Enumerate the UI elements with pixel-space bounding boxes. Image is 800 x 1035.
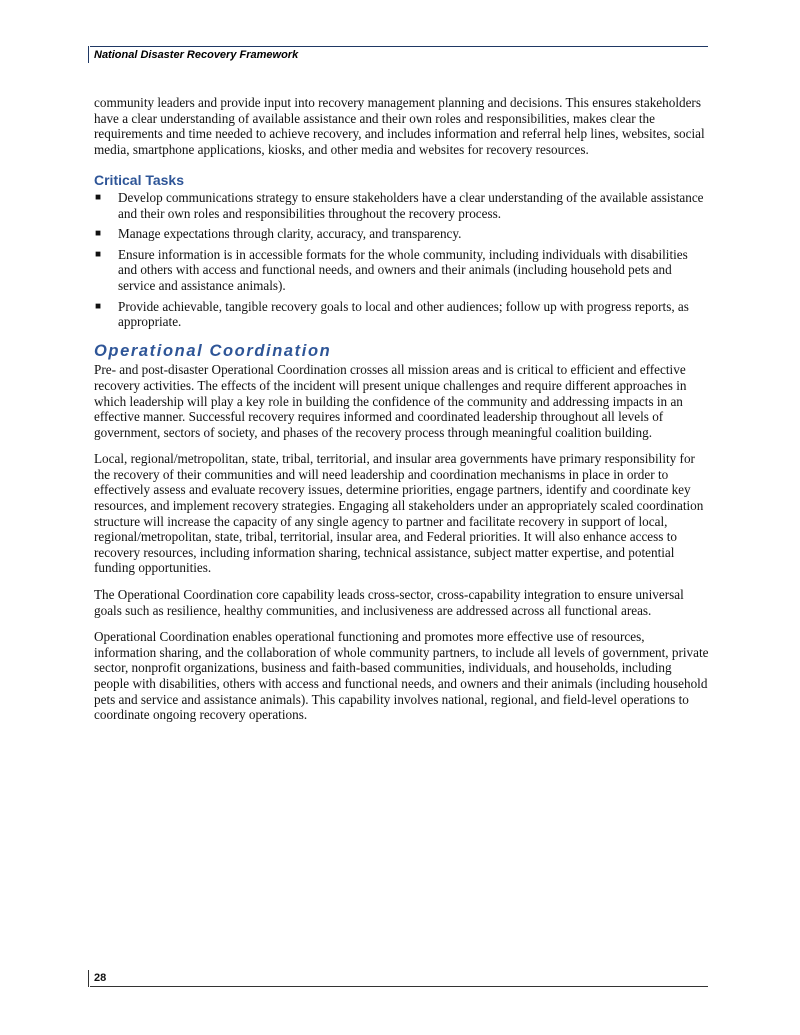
page-number: 28	[94, 972, 107, 984]
body-paragraph: Operational Coordination enables operational functioning and promotes more effective use of resources, information sharing, and the collaboration of whole community partners, to include all levels of government, private sector, nonprofit organizations, business and faith-based communities, individuals, and households, including people with disabilities, others with access and functional needs, and owners and their animals (including household pets and service and assistance animals). This capability involves national, regional, and field-level operations to coordinate ongoing recovery operations.	[94, 629, 709, 723]
list-item-text: Develop communications strategy to ensure stakeholders have a clear understanding of the available assistance and their own roles and responsibilities throughout the recovery process.	[118, 189, 704, 221]
header-tick	[88, 46, 89, 63]
square-bullet-icon: ■	[95, 248, 102, 260]
square-bullet-icon: ■	[95, 300, 102, 312]
intro-paragraph: community leaders and provide input into recovery management planning and decisions. This ensures stakeholders have a clear understanding of available assistance and their own roles and responsibilities, makes clear the requirements and time needed to achieve recovery, and includes information and referral help lines, websites, social media, smartphone applications, kiosks, and other media and websites for recovery resources.	[94, 95, 705, 157]
operational-coordination-heading: Operational Coordination	[94, 341, 332, 360]
footer-tick	[88, 970, 89, 987]
list-item-text: Manage expectations through clarity, accuracy, and transparency.	[118, 226, 462, 242]
list-item-text: Ensure information is in accessible formats for the whole community, including individuals with disabilities and others with access and functional needs, and owners and their animals (including household pets and service and assistance animals).	[118, 246, 688, 293]
list-item	[94, 247, 709, 294]
body-paragraph: Pre- and post-disaster Operational Coordination crosses all mission areas and is critical to efficient and effective recovery activities. The effects of the incident will present unique challenges and require different approaches in which leadership will play a key role in building the confidence of the community and addressing impacts in an effective manner. Successful recovery requires informed and coordinated leadership throughout all levels of government, sectors of society, and phases of the recovery process through meaningful coalition building.	[94, 362, 687, 440]
critical-tasks-list	[94, 190, 709, 330]
footer-rule	[90, 986, 708, 987]
list-item-text: Provide achievable, tangible recovery goals to local and other audiences; follow up with progress reports, as appropriate.	[118, 298, 689, 330]
critical-tasks-heading: Critical Tasks	[94, 172, 185, 189]
body-paragraph: Local, regional/metropolitan, state, tribal, territorial, and insular area governments have primary responsibility for the recovery of their communities and will need leadership and coordination mechanisms in place in order to effectively assess and evaluate recovery issues, determine priorities, engage partners, identify and coordinate key resources, and implement recovery strategies. Engaging all stakeholders under an appropriately scaled coordination structure will increase the capacity of any single agency to partner and facilitate recovery in support of local, regional/metropolitan, state, tribal, territorial, insular area, and Federal priorities. It will also enhance access to recovery resources, including information sharing, technical assistance, subject matter expertise, and potential funding opportunities.	[94, 451, 704, 576]
list-item	[94, 190, 709, 221]
running-header-title: National Disaster Recovery Framework	[94, 49, 299, 61]
square-bullet-icon: ■	[95, 191, 102, 203]
square-bullet-icon: ■	[95, 228, 102, 240]
page-content	[94, 95, 709, 734]
list-item	[94, 226, 709, 242]
header-rule	[90, 46, 708, 47]
list-item	[94, 299, 709, 330]
body-paragraph: The Operational Coordination core capability leads cross-sector, cross-capability integration to ensure universal goals such as resilience, healthy communities, and inclusiveness are addressed across all functional areas.	[94, 587, 684, 618]
